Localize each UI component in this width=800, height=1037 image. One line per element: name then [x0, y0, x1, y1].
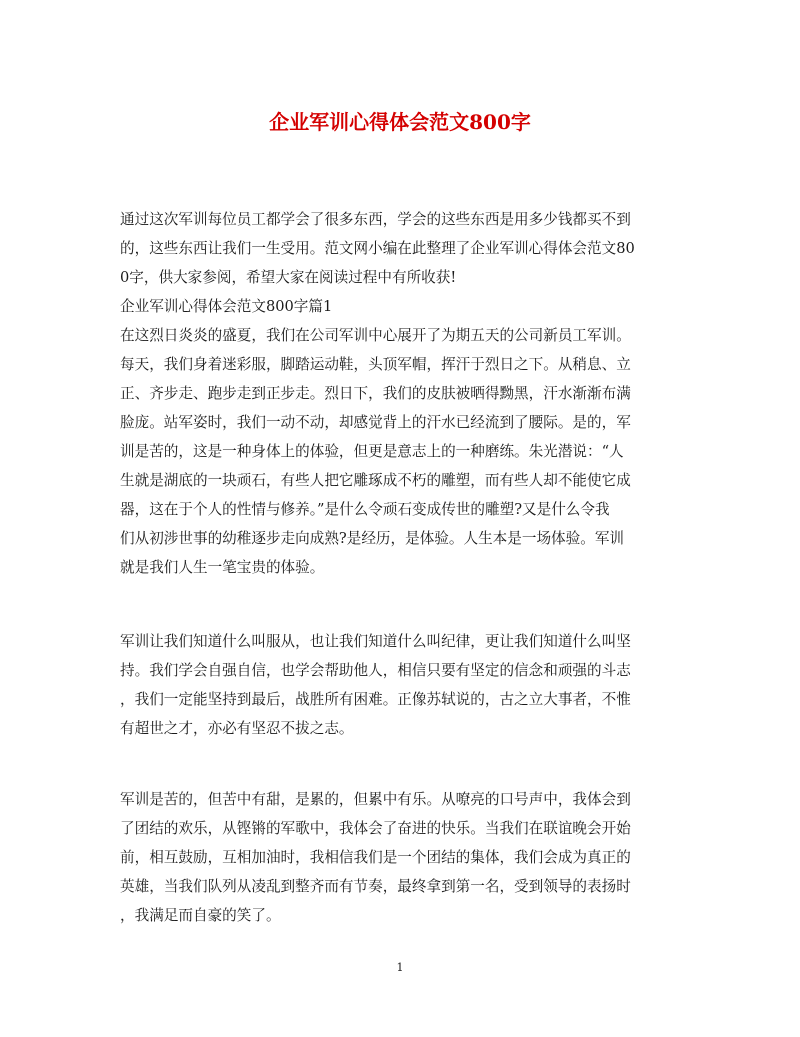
text-block-3 [120, 785, 680, 930]
text-line: 们从初涉世事的幼稚逐步走向成熟?是经历，是体验。人生本是一场体验。军训 [120, 530, 625, 547]
text-block-1 [120, 205, 680, 582]
text-line: 就是我们人生一笔宝贵的体验。 [120, 559, 325, 576]
text-line: 军训是苦的，但苦中有甜，是累的，但累中有乐。从嘹亮的口号声中，我体会到 [120, 791, 631, 808]
text-line: 每天，我们身着迷彩服，脚踏运动鞋，头顶军帽，挥汗于烈日之下。从稍息、立 [120, 356, 631, 373]
page-number: 1 [396, 961, 404, 974]
text-line: 脸庞。站军姿时，我们一动不动，却感觉背上的汗水已经流到了腰际。是的，军 [120, 414, 631, 431]
text-line: 在这烈日炎炎的盛夏，我们在公司军训中心展开了为期五天的公司新员工军训。 [120, 327, 631, 344]
text-line: 生就是湖底的一块顽石，有些人把它雕琢成不朽的雕塑，而有些人却不能使它成 [120, 472, 631, 489]
text-line: 0字，供大家参阅，希望大家在阅读过程中有所收获! [120, 269, 457, 286]
page-title: 企业军训心得体会范文800字 [269, 110, 531, 134]
text-line: ，我们一定能坚持到最后，战胜所有困难。正像苏轼说的，古之立大事者，不惟 [120, 691, 631, 708]
text-line: ，我满足而自豪的笑了。 [120, 907, 281, 924]
text-line: 正、齐步走、跑步走到正步走。烈日下，我们的皮肤被晒得黝黑，汗水渐渐布满 [120, 385, 631, 402]
text-line: 通过这次军训每位员工都学会了很多东西，学会的这些东西是用多少钱都买不到 [120, 211, 631, 228]
text-line: 军训让我们知道什么叫服从，也让我们知道什么叫纪律，更让我们知道什么叫坚 [120, 633, 631, 650]
text-line: 的，这些东西让我们一生受用。范文网小编在此整理了企业军训心得体会范文80 [120, 240, 635, 257]
text-line: 了团结的欢乐，从铿锵的军歌中，我体会了奋进的快乐。当我们在联谊晚会开始 [120, 820, 631, 837]
text-line: 持。我们学会自强自信，也学会帮助他人，相信只要有坚定的信念和顽强的斗志 [120, 662, 631, 679]
text-line: 英雄，当我们队列从凌乱到整齐而有节奏，最终拿到第一名，受到领导的表扬时 [120, 878, 631, 895]
text-block-2 [120, 627, 680, 743]
text-line: 有超世之才，亦必有坚忍不拔之志。 [120, 720, 354, 737]
text-line: 器，这在于个人的性情与修养。”是什么令顽石变成传世的雕塑?又是什么令我 [120, 501, 610, 518]
text-line: 训是苦的，这是一种身体上的体验，但更是意志上的一种磨练。朱光潜说：“人 [120, 443, 624, 460]
section-heading: 企业军训心得体会范文800字篇1 [120, 298, 333, 315]
text-line: 前，相互鼓励，互相加油时，我相信我们是一个团结的集体，我们会成为真正的 [120, 849, 631, 866]
